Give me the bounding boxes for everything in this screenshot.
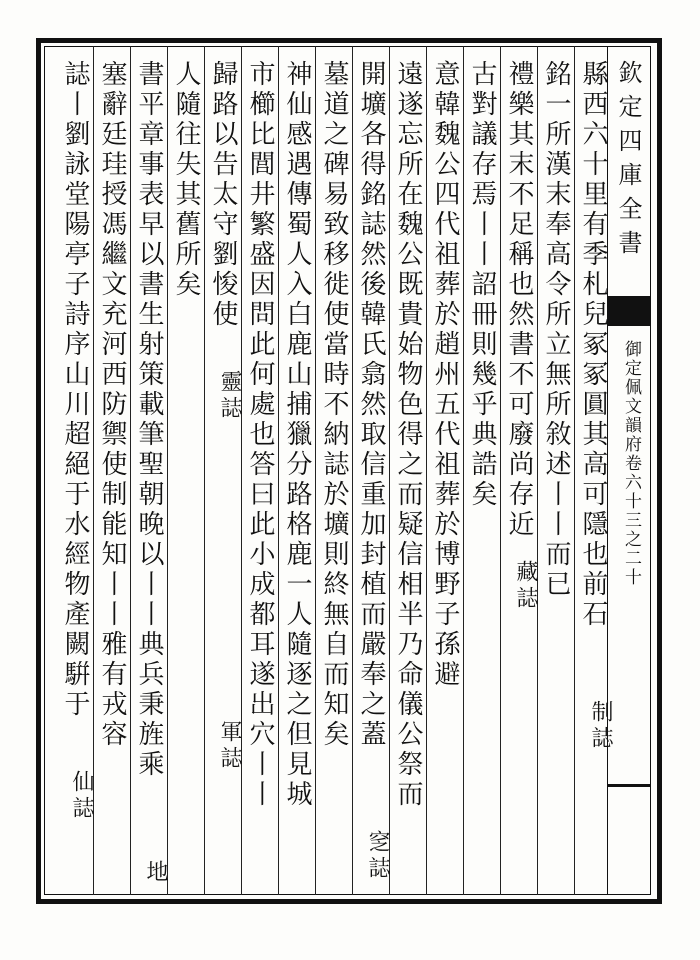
text-column: 銘一所漢末奉高令所立無所敘述丨丨而已 [541,60,571,600]
margin-title: 欽定四庫全書 [614,60,642,264]
text-column: 人隨往失其舊所矣 [171,60,201,300]
text-column: 書平章事表早以書生射策載筆聖朝晚以丨丨典兵秉旌乘 [134,60,164,780]
text-column: 縣西六十里有季札兒冢冢圓其高可隱也前石 [578,60,608,630]
text-column: 意韓魏公四代祖葬於趙州五代祖葬於博野子孫避 [430,60,460,690]
headword: 靈誌 [217,370,242,422]
text-column: 市櫛比閭井繁盛因問此何處也答曰此小成都耳遂出穴丨丨 [245,60,275,810]
column-rule [93,46,94,895]
column-rule [315,46,316,895]
headword: 軍誌 [217,720,242,772]
column-rule [574,46,575,895]
margin-subtitle: 御定佩文韻府卷六十三之二十 [621,340,641,587]
text-column: 遠遂忘所在魏公既貴始物色得之而疑信相半乃命儀公祭而 [393,60,423,810]
column-rule [130,46,131,895]
column-rule [500,46,501,895]
column-rule [426,46,427,895]
column-rule [389,46,390,895]
column-rule [204,46,205,895]
text-column: 誌丨劉詠堂陽亭子詩序山川超絕于水經物產闕騈于 [60,60,90,720]
column-rule [352,46,353,895]
text-column: 神仙感遇傳蜀人入白鹿山捕獵分路格鹿一人隨逐之但見城 [282,60,312,810]
column-rule [167,46,168,895]
text-column: 古對議存焉丨丨詔冊則幾乎典誥矣 [467,60,497,510]
text-column: 墓道之碑易致移徙使當時不納誌於壙則終無自而知矣 [319,60,349,750]
text-column: 禮樂其末不足稱也然書不可廢尚存近 [504,60,534,540]
text-column: 開壙各得銘誌然後韓氏翕然取信重加封植而嚴奉之蓋 [356,60,386,750]
text-column: 歸路以告太守劉悛使 [208,60,238,330]
headword: 地 [143,860,168,886]
fish-tail-mark [607,296,651,326]
headword: 窆誌 [365,830,390,882]
headword: 仙誌 [69,770,94,822]
text-column: 塞辭廷珪授馮繼文充河西防禦使制能知丨丨雅有戎容 [97,60,127,750]
headword: 藏誌 [513,560,538,612]
column-rule [463,46,464,895]
column-rule [278,46,279,895]
headword: 制誌 [588,700,613,752]
